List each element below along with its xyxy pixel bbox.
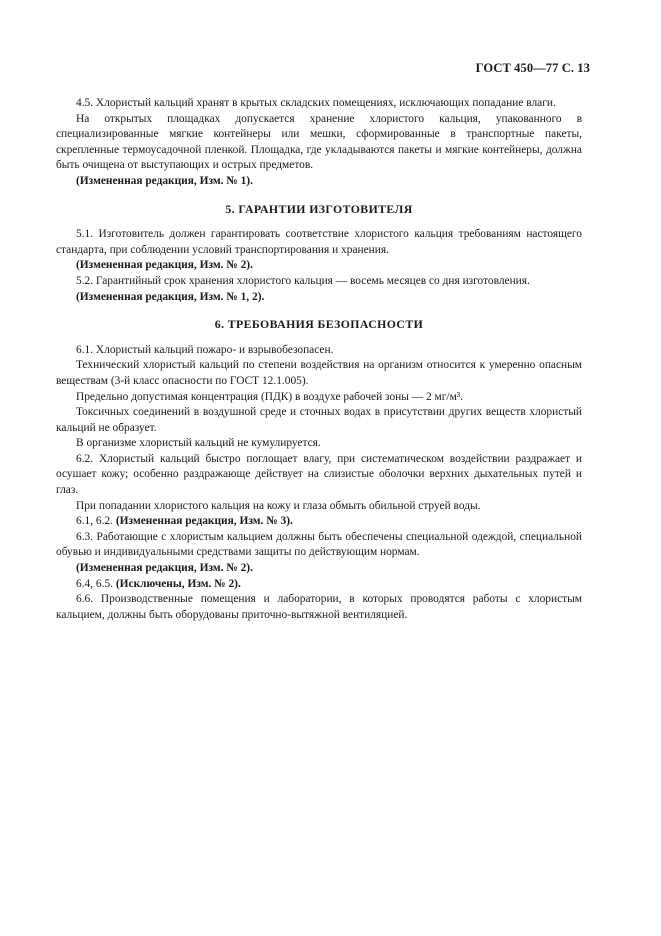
paragraph-mac: Предельно допустимая концентрация (ПДК) в воздухе рабочей зоны — 2 мг/м³.	[76, 390, 464, 403]
exclusion-note: (Исключены, Изм. № 2).	[115, 577, 241, 590]
clause-reference: 6.1, 6.2.	[76, 515, 114, 528]
page-header: ГОСТ 450—77 С. 13	[475, 61, 590, 75]
paragraph-4-5: 4.5. Хлористый кальций хранят в крытых складских помещениях, исключающих попадание влаги.	[76, 97, 556, 109]
section-title-6: 6. ТРЕБОВАНИЯ БЕЗОПАСНОСТИ	[214, 317, 424, 332]
document-body	[56, 96, 582, 623]
paragraph-5-2: 5.2. Гарантийный срок хранения хлористого кальция — восемь месяцев со дня изготовления.	[76, 274, 530, 287]
amendment-note: (Измененная редакция, Изм. № 3).	[115, 515, 293, 528]
paragraph-6-1: 6.1. Хлористый кальций пожаро- и взрывобезопасен.	[76, 343, 334, 356]
paragraph-hazard-class: Технический хлористый кальций по степени воздействия на организм относится к умеренно опасным веществам (3-й класс опасности по ГОСТ 12.1.005).	[56, 359, 582, 387]
paragraph-first-aid: При попадании хлористого кальция на кожу и глаза обмыть обильной струей воды.	[76, 499, 481, 512]
amendment-line-6-1-6-2	[56, 514, 582, 530]
paragraph-6-6: 6.6. Производственные помещения и лаборатории, в которых проводятся работы с хлористым кальцием, должны быть оборудованы приточно-вытяжной вентиляцией.	[56, 593, 582, 621]
amendment-note: (Измененная редакция, Изм. № 2).	[76, 562, 253, 575]
paragraph-5-1: 5.1. Изготовитель должен гарантировать соответствие хлористого кальция требованиям настоящего стандарта, при соблюдении условий транспортирования и хранения.	[56, 228, 582, 256]
amendment-note: (Измененная редакция, Изм. № 1, 2).	[76, 290, 265, 303]
amendment-line-6-4-6-5	[56, 577, 582, 593]
paragraph-open-storage: На открытых площадках допускается хранение хлористого кальция, упакованного в специализированные мягкие контейнеры или мешки, сформированные в транспортные пакеты, скрепленные термоусадочной пленкой. Площадка, где укладываются пакеты и мягкие контейнеры, должна быть очищена от выступающих и острых предметов.	[56, 112, 582, 172]
paragraph-6-3: 6.3. Работающие с хлористым кальцием должны быть обеспечены специальной одеждой, специальной обувью и индивидуальными средствами защиты по действующим нормам.	[56, 530, 582, 559]
section-title-5: 5. ГАРАНТИИ ИЗГОТОВИТЕЛЯ	[225, 201, 413, 216]
clause-reference: 6.4, 6.5.	[76, 577, 114, 590]
paragraph-cumulative: В организме хлористый кальций не кумулируется.	[76, 437, 321, 450]
paragraph-6-2: 6.2. Хлористый кальций быстро поглощает влагу, при систематическом воздействии раздражает и осушает кожу; особенно раздражающе действует на слизистые оболочки верхних дыхательных путей и глаз.	[56, 452, 582, 497]
amendment-note: (Измененная редакция, Изм. № 1).	[76, 174, 253, 187]
amendment-note: (Измененная редакция, Изм. № 2).	[76, 259, 253, 272]
paragraph-toxic: Токсичных соединений в воздушной среде и сточных водах в присутствии других веществ хлористый кальций не образует.	[56, 406, 582, 434]
